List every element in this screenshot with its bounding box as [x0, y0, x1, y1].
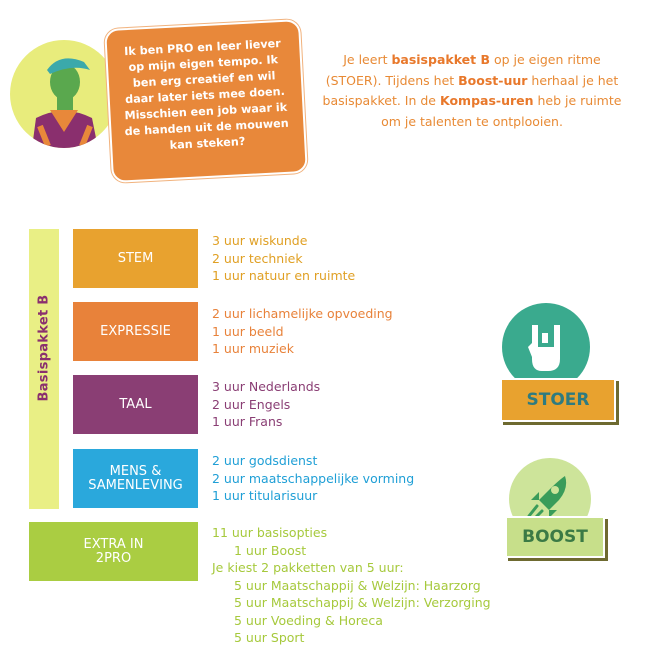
- block-label: EXTRA IN: [83, 536, 144, 552]
- list-taal: [212, 378, 320, 431]
- list-item: 3 uur Nederlands: [212, 379, 321, 394]
- intro-part: op je eigen ritme (STOER). Tijdens het: [325, 52, 601, 88]
- block-mens-samenleving: [73, 449, 198, 508]
- list-expressie: [212, 305, 393, 358]
- list-item: 5 uur Maatschappij & Welzijn: Haarzorg: [234, 577, 481, 593]
- list-item: 5 uur Voeding & Horeca: [234, 612, 383, 628]
- intro-part: herhaal je het basispakket. In de: [322, 72, 619, 108]
- boost-badge: [505, 516, 605, 558]
- list-stem: [212, 232, 355, 285]
- block-extra-2pro: [29, 522, 198, 581]
- block-label: STEM: [117, 250, 154, 266]
- intro-bold: Kompas-uren: [439, 93, 534, 108]
- list-item: 1 uur beeld: [212, 323, 284, 339]
- basispakket-label: Basispakket B: [36, 294, 52, 402]
- list-item: 2 uur godsdienst: [212, 453, 318, 468]
- boost-badge-label: BOOST: [522, 527, 588, 547]
- list-item: 1 uur muziek: [212, 341, 294, 356]
- intro-part: Je leert: [343, 52, 392, 67]
- block-label: MENS &: [109, 463, 162, 479]
- stoer-badge-label: STOER: [526, 390, 590, 410]
- intro-bold: Boost-uur: [458, 72, 528, 88]
- block-label: TAAL: [119, 396, 152, 412]
- intro-bold: basispakket B: [391, 52, 491, 67]
- list-item: 2 uur lichamelijke opvoeding: [212, 306, 393, 321]
- intro-text: [322, 50, 622, 132]
- list-item: 1 uur titularisuur: [212, 488, 318, 503]
- list-mens-samenleving: [212, 452, 414, 505]
- block-stem: [73, 229, 198, 288]
- student-avatar-icon: [10, 40, 118, 148]
- persona-avatar: [10, 40, 118, 148]
- list-item: 2 uur maatschappelijke vorming: [212, 470, 415, 486]
- stoer-badge: [500, 378, 616, 422]
- list-item: 3 uur wiskunde: [212, 233, 308, 248]
- block-label: EXPRESSIE: [100, 323, 171, 339]
- block-label: 2PRO: [95, 550, 132, 566]
- list-item: 1 uur natuur en ruimte: [212, 268, 356, 283]
- block-label: SAMENLEVING: [88, 477, 183, 493]
- list-extra-2pro: [212, 524, 491, 647]
- block-expressie: [73, 302, 198, 361]
- list-item: 5 uur Sport: [234, 630, 305, 645]
- list-item: 5 uur Maatschappij & Welzijn: Verzorging: [234, 595, 491, 610]
- list-item: 1 uur Frans: [212, 414, 283, 429]
- list-item: 11 uur basisopties: [212, 525, 328, 540]
- persona-quote: Ik ben PRO en leer liever op mijn eigen tempo. Ik ben erg creatief en wil daar later iets mee doen. Misschien een job waar ik de handen uit de mouwen kan steken?: [123, 36, 289, 152]
- block-taal: [73, 375, 198, 434]
- list-item: 1 uur Boost: [234, 542, 307, 558]
- list-item: 2 uur techniek: [212, 250, 303, 266]
- intro-part: heb je ruimte om je talenten te ontplooien.: [381, 93, 622, 129]
- list-item: 2 uur Engels: [212, 396, 291, 412]
- list-item: Je kiest 2 pakketten van 5 uur:: [212, 560, 404, 575]
